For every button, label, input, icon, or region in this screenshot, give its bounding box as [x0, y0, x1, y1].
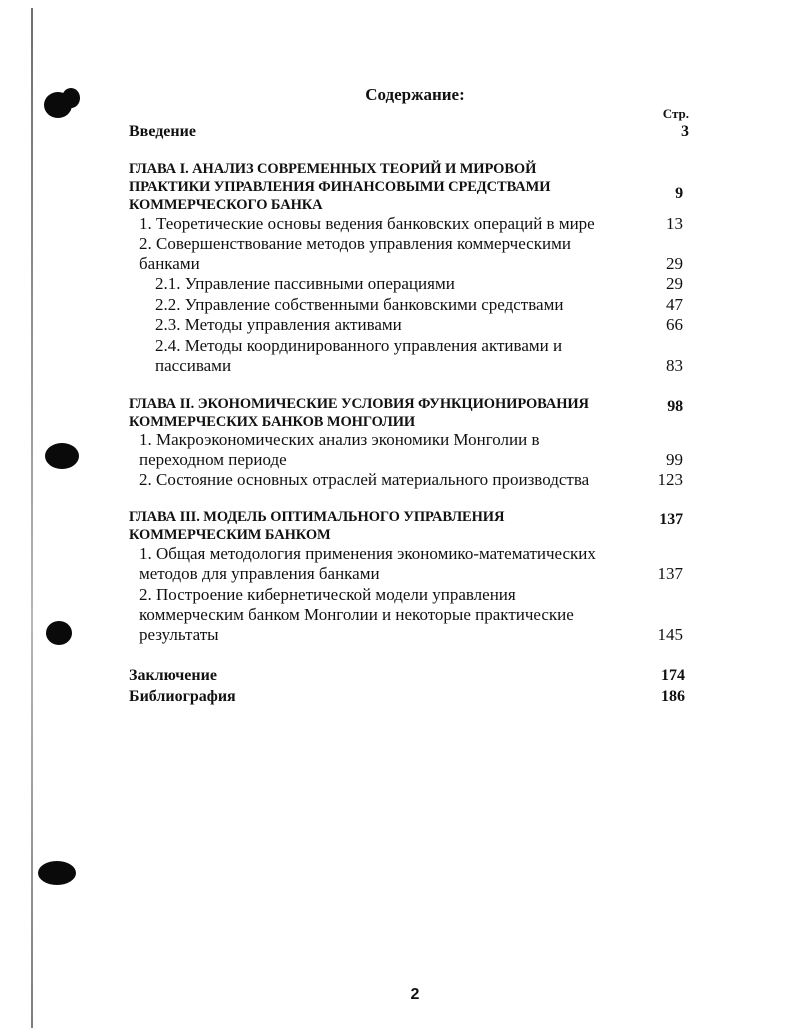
entry-page: 186: [661, 688, 685, 705]
entry-text: 2. Построение кибернетической модели управления: [139, 585, 516, 604]
entry-text: 2.2. Управление собственными банковскими средствами: [155, 295, 564, 314]
chapter-title-line: КОММЕРЧЕСКИМ БАНКОМ: [129, 527, 331, 543]
chapter-page: 9: [675, 185, 683, 202]
entry-page: 137: [657, 564, 683, 583]
chapter-title-line: ПРАКТИКИ УПРАВЛЕНИЯ ФИНАНСОВЫМИ СРЕДСТВАМИ: [129, 179, 551, 195]
toc-entry-bibliography: [129, 688, 685, 708]
entry-text: пассивами: [155, 356, 232, 375]
entry-page: 83: [666, 356, 683, 375]
entry-page: 29: [666, 274, 683, 293]
toc-subsection-2-3: [155, 315, 683, 335]
toc-subsection-2-2: [155, 295, 683, 315]
entry-text: методов для управления банками: [139, 564, 380, 583]
entry-text: 2.1. Управление пассивными операциями: [155, 274, 455, 293]
toc-subsection-2-1: [155, 274, 683, 294]
entry-text: Введение: [129, 123, 196, 140]
entry-text: 1. Теоретические основы ведения банковских операций в мире: [139, 214, 595, 233]
entry-page: 99: [666, 450, 683, 469]
chapter-title-line: КОММЕРЧЕСКИХ БАНКОВ МОНГОЛИИ: [129, 414, 416, 430]
punch-hole-mark: [38, 861, 76, 885]
entry-text: банками: [139, 254, 200, 273]
entry-text: 2.4. Методы координированного управления активами и: [155, 336, 563, 355]
toc-chapter-1: [129, 160, 689, 216]
entry-page: 29: [666, 254, 683, 273]
page-number: 2: [410, 986, 420, 1003]
page-column-label: Стр.: [662, 106, 689, 121]
entry-page: 47: [666, 295, 683, 314]
entry-page: 174: [661, 667, 685, 684]
chapter-title-line: ГЛАВА I. АНАЛИЗ СОВРЕМЕННЫХ ТЕОРИЙ И МИРОВОЙ: [129, 161, 537, 177]
toc-entry-conclusion: [129, 667, 685, 687]
entry-page: 3: [681, 123, 689, 140]
toc-section-1-2: [139, 234, 683, 274]
toc-section-1-1: [139, 214, 683, 234]
toc-section-3-1: [139, 544, 683, 584]
entry-text: Заключение: [129, 667, 217, 684]
toc-section-2-2: [139, 470, 683, 490]
entry-text: 2. Состояние основных отраслей материального производства: [139, 470, 590, 489]
entry-text: результаты: [139, 625, 219, 644]
chapter-title-line: ГЛАВА III. МОДЕЛЬ ОПТИМАЛЬНОГО УПРАВЛЕНИЯ: [129, 509, 505, 525]
toc-section-3-2: [139, 585, 683, 645]
toc-subsection-2-4: [155, 336, 683, 376]
entry-text: коммерческим банком Монголии и некоторые практические: [139, 605, 574, 624]
entry-text: Библиография: [129, 688, 236, 705]
toc-chapter-3: [129, 508, 689, 544]
scan-margin-line: [31, 8, 33, 1028]
punch-hole-mark: [45, 443, 79, 469]
entry-page: 123: [657, 470, 683, 489]
entry-page: 13: [666, 214, 683, 233]
toc-chapter-2: [129, 395, 689, 431]
toc-entry-intro: [129, 123, 689, 143]
entry-text: переходном периоде: [139, 450, 287, 469]
entry-page: 66: [666, 315, 683, 334]
entry-text: 1. Макроэкономических анализ экономики Монголии в: [139, 430, 540, 449]
punch-hole-mark: [46, 621, 72, 645]
chapter-title-line: ГЛАВА II. ЭКОНОМИЧЕСКИЕ УСЛОВИЯ ФУНКЦИОНИРОВАНИЯ: [129, 396, 589, 412]
chapter-page: 98: [667, 398, 683, 415]
chapter-page: 137: [659, 511, 683, 528]
chapter-title-line: КОММЕРЧЕСКОГО БАНКА: [129, 197, 323, 213]
entry-text: 2.3. Методы управления активами: [155, 315, 402, 334]
toc-section-2-1: [139, 430, 683, 470]
entry-page: 145: [657, 625, 683, 644]
entry-text: 1. Общая методология применения экономико-математических: [139, 544, 596, 563]
toc-title: Содержание:: [365, 85, 465, 104]
entry-text: 2. Совершенствование методов управления коммерческими: [139, 234, 571, 253]
